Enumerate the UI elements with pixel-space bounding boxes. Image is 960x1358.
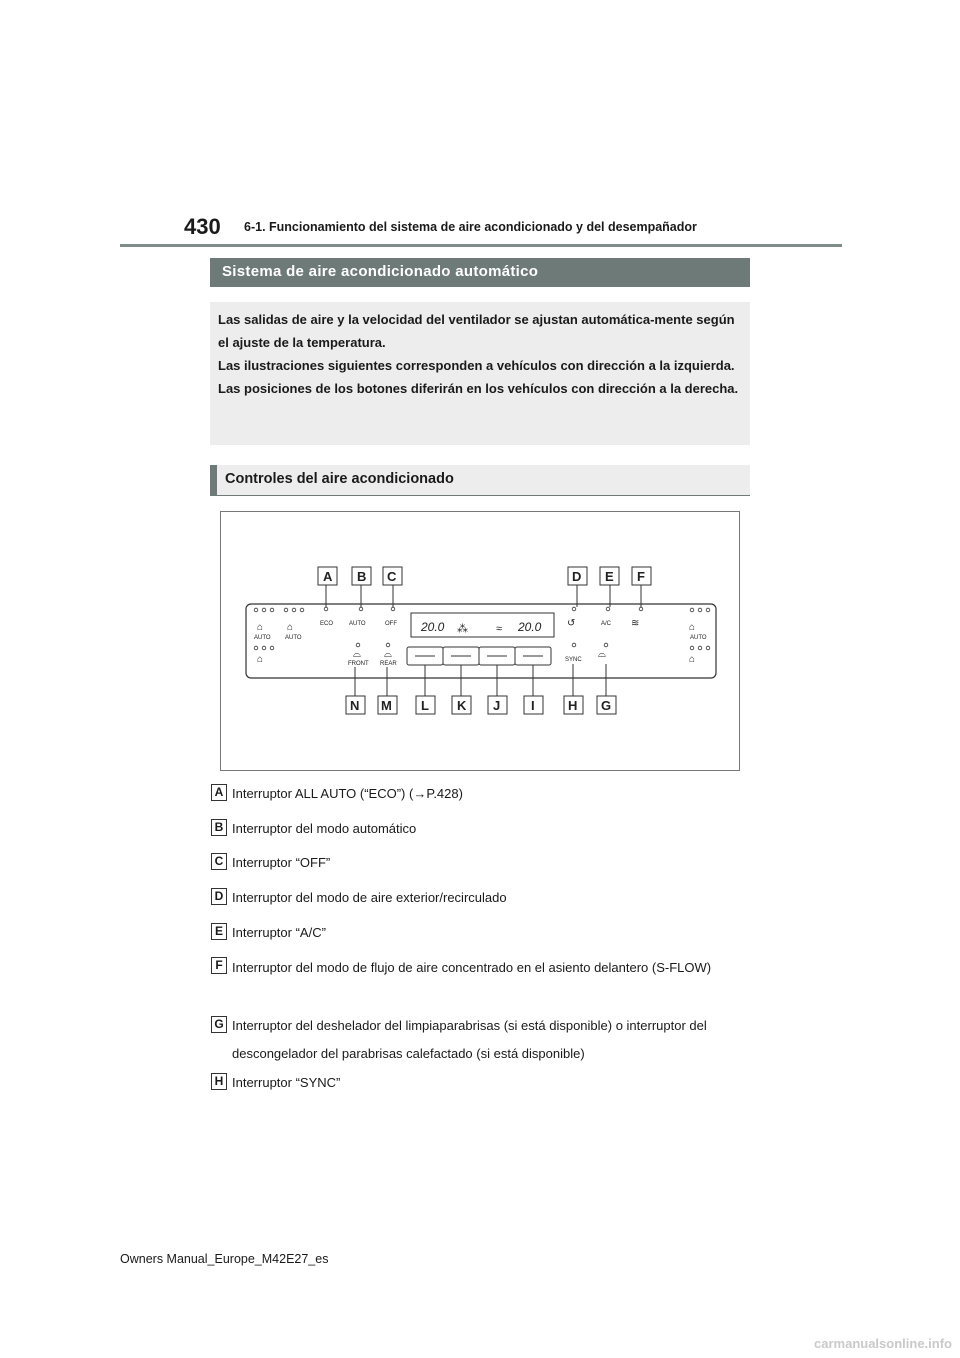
legend-letter: H bbox=[211, 1073, 227, 1090]
rear-defog-label: REAR bbox=[380, 661, 397, 667]
bottom-leader-lines bbox=[355, 664, 606, 696]
intro-paragraph: Las posiciones de los botones diferirán en los vehículos con dirección a la derecha. bbox=[218, 381, 739, 396]
indicator-dots bbox=[254, 607, 710, 650]
eco-label: ECO bbox=[320, 621, 334, 627]
seat-heater-icon: ⌂ bbox=[257, 622, 264, 633]
temp-right-readout: 20.0 bbox=[518, 620, 542, 634]
sflow-icon: ≋ bbox=[631, 618, 640, 629]
header-divider bbox=[120, 244, 842, 247]
off-label: OFF bbox=[385, 621, 397, 627]
legend-text: Interruptor “A/C” bbox=[232, 925, 326, 940]
callout-l: L bbox=[421, 698, 429, 713]
slider-buttons bbox=[407, 647, 551, 665]
intro-box bbox=[210, 302, 750, 445]
legend-letter: G bbox=[211, 1016, 227, 1033]
callout-m: M bbox=[381, 698, 392, 713]
seat-heater-lower-icon: ⌂ bbox=[257, 654, 264, 665]
callout-k: K bbox=[457, 698, 467, 713]
seat-vent-icon: ⌂ bbox=[287, 622, 294, 633]
ac-label: A/C bbox=[601, 621, 612, 627]
callout-b: B bbox=[357, 569, 367, 584]
panel-outline bbox=[246, 604, 716, 678]
legend-text: Interruptor ALL AUTO (“ECO”) (→P.428) bbox=[232, 786, 463, 801]
airflow-icon: ≈ bbox=[496, 623, 503, 635]
legend-text: Interruptor del modo de aire exterior/recirculado bbox=[232, 890, 507, 905]
sync-label: SYNC bbox=[565, 657, 582, 663]
callout-d: D bbox=[572, 569, 582, 584]
section-title: Sistema de aire acondicionado automático bbox=[210, 258, 750, 287]
callout-g: G bbox=[601, 698, 612, 713]
legend-letter: C bbox=[211, 853, 227, 870]
intro-paragraph: Las ilustraciones siguientes corresponden a vehículos con dirección a la izquierda. bbox=[218, 358, 735, 373]
legend-letter: B bbox=[211, 819, 227, 836]
seat-auto-right-label: AUTO bbox=[690, 635, 707, 641]
legend-text: Interruptor del modo automático bbox=[232, 821, 417, 836]
control-panel-diagram bbox=[221, 512, 741, 772]
seat-heater-lower-right-icon: ⌂ bbox=[689, 654, 696, 665]
recirculate-icon: ↺ bbox=[567, 618, 576, 629]
subheading: Controles del aire acondicionado bbox=[210, 465, 750, 496]
callout-i: I bbox=[531, 698, 535, 713]
legend-letter: F bbox=[211, 957, 227, 974]
callout-n: N bbox=[350, 698, 360, 713]
callout-f: F bbox=[637, 569, 645, 584]
wiper-deicer-icon: ⌓ bbox=[598, 649, 606, 660]
front-defrost-icon: ⌓ bbox=[353, 649, 361, 660]
legend-text: Interruptor del deshelador del limpiaparabrisas (si está disponible) o interruptor del descongelador del parabrisas calefactado (si está disponible) bbox=[232, 1018, 707, 1061]
legend-text: Interruptor “OFF” bbox=[232, 855, 331, 870]
callout-e: E bbox=[605, 569, 614, 584]
legend-letter: A bbox=[211, 784, 227, 801]
seat-auto-left-label: AUTO bbox=[254, 635, 271, 641]
temp-left-readout: 20.0 bbox=[421, 620, 445, 634]
auto-label: AUTO bbox=[349, 621, 366, 627]
watermark: carmanualsonline.info bbox=[814, 1336, 952, 1351]
footer-text: Owners Manual_Europe_M42E27_es bbox=[120, 1252, 329, 1266]
fan-icon: ⁂ bbox=[457, 623, 468, 635]
callout-h: H bbox=[568, 698, 578, 713]
callout-c: C bbox=[387, 569, 397, 584]
callout-j: J bbox=[493, 698, 501, 713]
chapter-title: 6-1. Funcionamiento del sistema de aire acondicionado y del desempañador bbox=[244, 220, 697, 234]
legend-text: Interruptor del modo de flujo de aire concentrado en el asiento delantero (S-FLOW) bbox=[232, 960, 712, 975]
legend-letter: E bbox=[211, 923, 227, 940]
page-number: 430 bbox=[184, 214, 221, 239]
control-panel-figure bbox=[220, 511, 740, 771]
legend-text: Interruptor “SYNC” bbox=[232, 1075, 341, 1090]
legend-letter: D bbox=[211, 888, 227, 905]
callout-a: A bbox=[323, 569, 333, 584]
front-defog-label: FRONT bbox=[348, 661, 369, 667]
seat-heater-right-icon: ⌂ bbox=[689, 622, 696, 633]
seat-auto-left2-label: AUTO bbox=[285, 635, 302, 641]
intro-paragraph: Las salidas de aire y la velocidad del ventilador se ajustan automática-mente según el ajuste de la temperatura. bbox=[218, 312, 735, 350]
rear-defrost-icon: ⌓ bbox=[384, 649, 392, 660]
